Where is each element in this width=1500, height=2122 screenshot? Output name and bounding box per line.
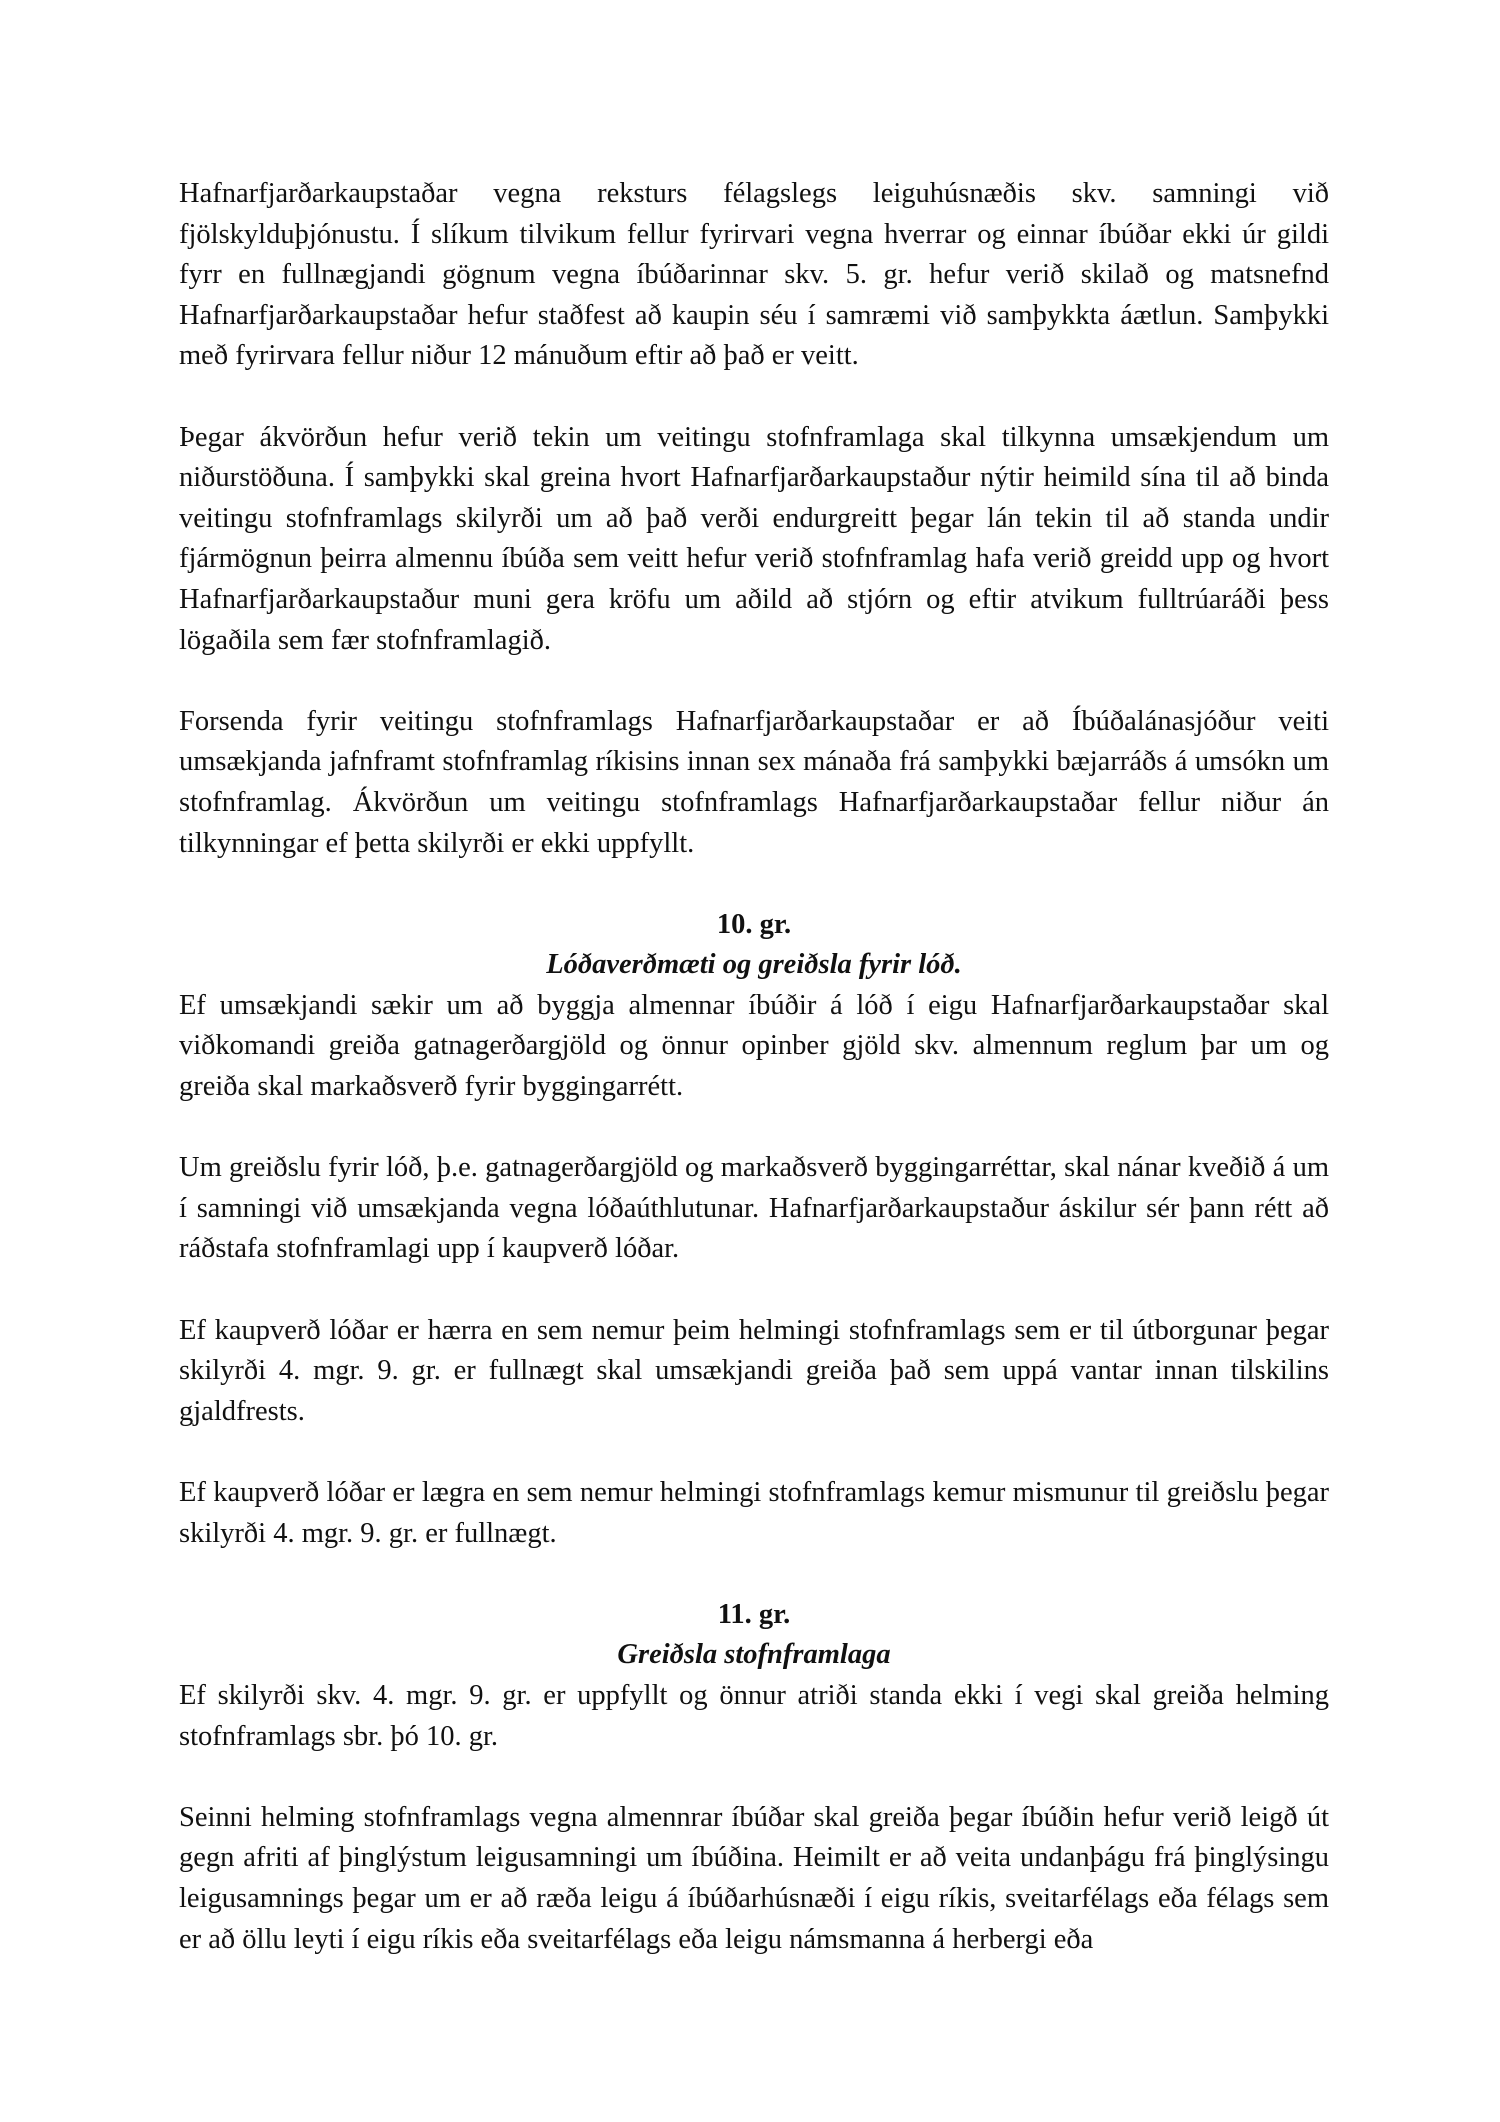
article-10-paragraph-2: Um greiðslu fyrir lóð, þ.e. gatnagerðargjöld og markaðsverð byggingarréttar, skal nánar kveðið á um í samningi við umsækjanda vegna lóðaúthlutunar. Hafnarfjarðarkaupstaður áskilur sér þann rétt að ráðstafa stofnframlagi upp í kaupverð lóðar. (179, 1152, 1329, 1265)
intro-paragraph-2: Þegar ákvörðun hefur verið tekin um veitingu stofnframlaga skal tilkynna umsækjendum um niðurstöðuna. Í samþykki skal greina hvort Hafnarfjarðarkaupstaður nýtir heimild sína til að binda veitingu stofnframlags skilyrði um að það verði endurgreitt þegar lán tekin til að standa undir fjármögnun þeirra almennu íbúða sem veitt hefur verið stofnframlag hafa verið greidd upp og hvort Hafnarfjarðarkaupstaður muni gera kröfu um aðild að stjórn og eftir atvikum fulltrúaráði þess lögaðila sem fær stofnframlagið. (179, 421, 1329, 656)
article-11-title: Greiðsla stofnframlaga (617, 1639, 891, 1671)
article-10-paragraph-4: Ef kaupverð lóðar er lægra en sem nemur helmingi stofnframlags kemur mismunur til greiðslu þegar skilyrði 4. mgr. 9. gr. er fullnægt. (179, 1477, 1329, 1549)
article-11 (179, 1595, 1329, 1960)
document-page (179, 174, 1329, 1960)
article-10 (179, 905, 1329, 1555)
article-11-paragraph-2: Seinni helming stofnframlags vegna almennrar íbúðar skal greiða þegar íbúðin hefur verið leigð út gegn afriti af þinglýstum leigusamningi um íbúðina. Heimilt er að veita undanþágu frá þinglýsingu leigusamnings þegar um er að ræða leigu á íbúðarhúsnæði í eigu ríkis, sveitarfélags eða félags sem er að öllu leyti í eigu ríkis eða sveitarfélags eða leigu námsmanna á herbergi eða (179, 1801, 1329, 1955)
article-10-title: Lóðaverðmæti og greiðsla fyrir lóð. (546, 949, 962, 981)
article-11-paragraph-1: Ef skilyrði skv. 4. mgr. 9. gr. er uppfyllt og önnur atriði standa ekki í vegi skal greiða helming stofnframlags sbr. þó 10. gr. (179, 1679, 1329, 1752)
article-11-number: 11. gr. (717, 1598, 791, 1630)
intro-paragraph-1: Hafnarfjarðarkaupstaðar vegna reksturs félagslegs leiguhúsnæðis skv. samningi við fjölskylduþjónustu. Í slíkum tilvikum fellur fyrirvari vegna hverrar og einnar íbúðar ekki úr gildi fyrr en fullnægjandi gögnum vegna íbúðarinnar skv. 5. gr. hefur verið skilað og matsnefnd Hafnarfjarðarkaupstaðar hefur staðfest að kaupin séu í samræmi við samþykkta áætlun. Samþykki með fyrirvara fellur niður 12 mánuðum eftir að það er veitt. (179, 178, 1329, 372)
intro-paragraph-3: Forsenda fyrir veitingu stofnframlags Hafnarfjarðarkaupstaðar er að Íbúðalánasjóður veiti umsækjanda jafnframt stofnframlag ríkisins innan sex mánaða frá samþykki bæjarráðs á umsókn um stofnframlag. Ákvörðun um veitingu stofnframlags Hafnarfjarðarkaupstaðar fellur niður án tilkynningar ef þetta skilyrði er ekki uppfyllt. (179, 705, 1329, 859)
article-10-paragraph-1: Ef umsækjandi sækir um að byggja almennar íbúðir á lóð í eigu Hafnarfjarðarkaupstaðar skal viðkomandi greiða gatnagerðargjöld og önnur opinber gjöld skv. almennum reglum þar um og greiða skal markaðsverð fyrir byggingarrétt. (179, 989, 1329, 1103)
intro-section (179, 174, 1329, 864)
article-10-number: 10. gr. (716, 908, 792, 940)
article-10-paragraph-3: Ef kaupverð lóðar er hærra en sem nemur þeim helmingi stofnframlags sem er til útborgunar þegar skilyrði 4. mgr. 9. gr. er fullnægt skal umsækjandi greiða það sem uppá vantar innan tilskilins gjaldfrests. (179, 1314, 1329, 1427)
